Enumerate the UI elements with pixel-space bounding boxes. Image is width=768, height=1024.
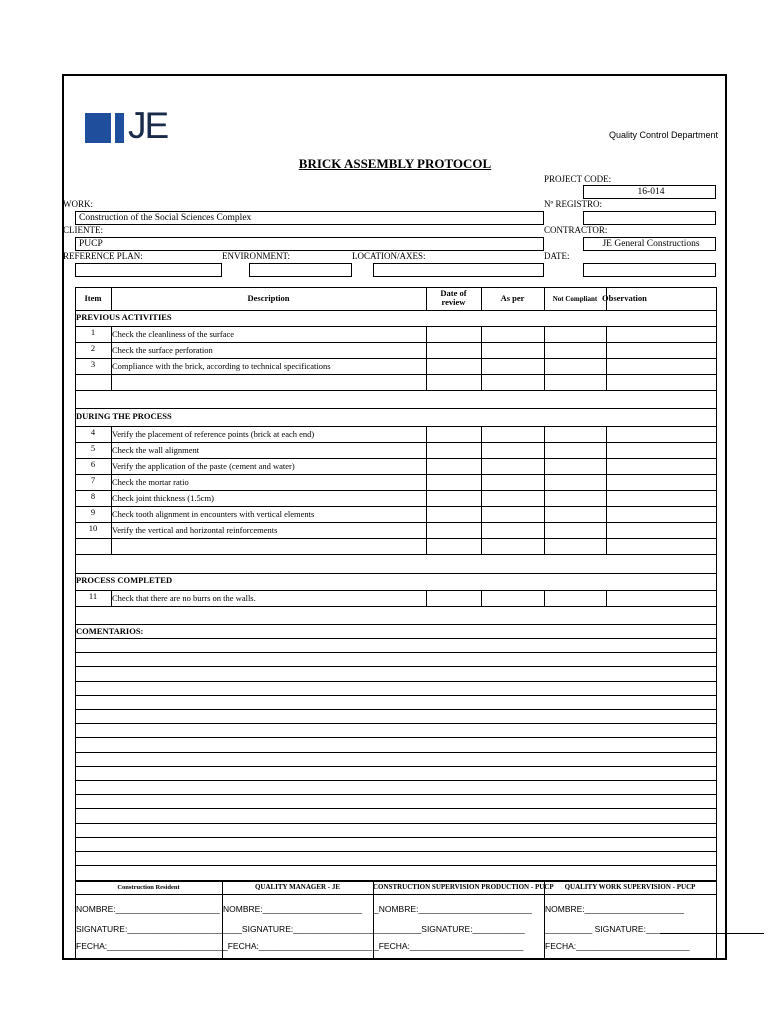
nombre-field[interactable]: _NOMBRE:________________________ — [374, 904, 532, 914]
signature-rule — [660, 933, 764, 934]
contractor-label: CONTRACTOR: — [544, 225, 608, 235]
header-observation: Observation — [602, 293, 647, 303]
table-rule — [111, 374, 112, 390]
table-rule — [716, 358, 717, 374]
row-description: Verify the application of the paste (cement and water) — [112, 461, 295, 471]
logo-bar — [115, 113, 124, 143]
department-label: Quality Control Department — [608, 130, 718, 140]
table-rule — [75, 390, 716, 391]
date-of-review-cell[interactable] — [426, 506, 481, 522]
table-rule — [481, 538, 482, 554]
table-rule — [426, 374, 427, 390]
signatory-title: QUALITY MANAGER - JE — [254, 883, 341, 891]
table-rule — [75, 624, 716, 625]
row-description: Check the surface perforation — [112, 345, 213, 355]
as-per-cell[interactable] — [481, 458, 544, 474]
row-item-number: 4 — [90, 427, 96, 437]
row-description: Compliance with the brick, according to technical specifications — [112, 361, 331, 371]
cliente-label: CLIENTE: — [63, 225, 103, 235]
date-label: DATE: — [544, 251, 570, 261]
table-rule — [716, 374, 717, 390]
observation-cell[interactable] — [606, 442, 716, 458]
header-not-compliant: Not Compliant — [552, 295, 598, 303]
environment-field[interactable] — [249, 263, 352, 277]
row-description: Check that there are no burrs on the walls. — [112, 593, 256, 603]
row-description: Verify the vertical and horizontal reinforcements — [112, 525, 278, 535]
signature-field[interactable]: __________SIGNATURE:___________ — [374, 924, 525, 934]
location-label: LOCATION/AXES: — [352, 251, 426, 261]
observation-cell[interactable] — [606, 342, 716, 358]
date-of-review-cell[interactable] — [426, 522, 481, 538]
table-rule — [716, 624, 717, 880]
observation-cell[interactable] — [606, 506, 716, 522]
date-of-review-cell[interactable] — [426, 442, 481, 458]
date-of-review-cell[interactable] — [426, 590, 481, 606]
date-of-review-cell[interactable] — [426, 458, 481, 474]
header-description: Description — [247, 293, 290, 303]
fecha-field[interactable]: FECHA:________________________ — [545, 941, 690, 951]
table-rule — [75, 538, 716, 539]
company-logo-text: JE — [128, 105, 168, 146]
row-item-number: 5 — [90, 443, 96, 453]
date-of-review-cell[interactable] — [426, 342, 481, 358]
table-rule — [716, 326, 717, 342]
not-compliant-cell[interactable] — [544, 458, 606, 474]
signature-rule — [716, 880, 717, 958]
registro-label: Nº REGISTRO: — [544, 199, 603, 209]
table-rule — [716, 342, 717, 358]
table-rule — [606, 374, 607, 390]
nombre-field[interactable]: NOMBRE:______________________ — [76, 904, 220, 914]
as-per-cell[interactable] — [481, 490, 544, 506]
row-item-number: 7 — [90, 475, 96, 485]
observation-cell[interactable] — [606, 474, 716, 490]
table-rule — [75, 554, 716, 555]
date-of-review-cell[interactable] — [426, 490, 481, 506]
not-compliant-cell[interactable] — [544, 358, 606, 374]
signature-field[interactable]: __________ SIGNATURE:____________ — [545, 924, 703, 934]
reference-plan-label: REFERENCE PLAN: — [63, 251, 143, 261]
as-per-cell[interactable] — [481, 474, 544, 490]
row-item-number: 10 — [88, 523, 98, 533]
observation-cell[interactable] — [606, 458, 716, 474]
observation-cell[interactable] — [606, 426, 716, 442]
header-as-per: As per — [500, 293, 525, 303]
not-compliant-cell[interactable] — [544, 474, 606, 490]
not-compliant-cell[interactable] — [544, 442, 606, 458]
header-date-of-review-2: review — [441, 297, 466, 307]
table-rule — [75, 638, 716, 639]
comments-label: COMENTARIOS: — [76, 626, 144, 636]
contractor-field[interactable]: JE General Constructions — [583, 237, 716, 251]
row-description: Check joint thickness (1.5cm) — [112, 493, 214, 503]
table-rule — [481, 374, 482, 390]
header-date-of-review: Date of — [440, 288, 467, 298]
signatory-title: QUALITY WORK SUPERVISION - PUCP — [564, 883, 696, 891]
project-code-field[interactable]: 16-014 — [583, 185, 716, 199]
comments-area[interactable] — [76, 640, 715, 868]
table-rule — [716, 442, 717, 458]
not-compliant-cell[interactable] — [544, 342, 606, 358]
project-code-label: PROJECT CODE: — [544, 174, 612, 184]
date-of-review-cell[interactable] — [426, 426, 481, 442]
table-rule — [426, 538, 427, 554]
table-rule — [544, 374, 545, 390]
fecha-field[interactable]: _FECHA:________________________ — [223, 941, 373, 951]
table-rule — [544, 538, 545, 554]
as-per-cell[interactable] — [481, 506, 544, 522]
date-of-review-cell[interactable] — [426, 358, 481, 374]
observation-cell[interactable] — [606, 490, 716, 506]
table-rule — [716, 506, 717, 522]
as-per-cell[interactable] — [481, 426, 544, 442]
table-rule — [716, 522, 717, 538]
as-per-cell[interactable] — [481, 342, 544, 358]
observation-cell[interactable] — [606, 326, 716, 342]
not-compliant-cell[interactable] — [544, 590, 606, 606]
row-item-number: 1 — [90, 327, 96, 337]
date-of-review-cell[interactable] — [426, 326, 481, 342]
page-title: BRICK ASSEMBLY PROTOCOL — [298, 156, 492, 171]
table-rule — [716, 426, 717, 442]
nombre-field[interactable]: NOMBRE:_____________________ — [223, 904, 362, 914]
nombre-field[interactable]: NOMBRE:_____________________ — [545, 904, 684, 914]
table-rule — [75, 374, 76, 390]
observation-cell[interactable] — [606, 358, 716, 374]
section-title: PREVIOUS ACTIVITIES — [76, 312, 172, 322]
signatory-title: CONSTRUCTION SUPERVISION PRODUCTION - PUCP — [373, 883, 554, 891]
table-rule — [606, 538, 607, 554]
table-rule — [716, 458, 717, 474]
table-rule — [716, 474, 717, 490]
observation-cell[interactable] — [606, 590, 716, 606]
fecha-field[interactable]: _FECHA:________________________ — [374, 941, 524, 951]
environment-label: ENVIRONMENT: — [222, 251, 291, 261]
row-item-number: 2 — [90, 343, 96, 353]
row-item-number: 6 — [90, 459, 96, 469]
logo-square — [85, 113, 111, 143]
row-item-number: 3 — [90, 359, 96, 369]
table-rule — [716, 538, 717, 554]
section-title: DURING THE PROCESS — [76, 411, 172, 421]
table-rule — [75, 606, 716, 607]
not-compliant-cell[interactable] — [544, 490, 606, 506]
row-description: Check the wall alignment — [112, 445, 200, 455]
header-item: Item — [84, 293, 102, 303]
table-rule — [75, 310, 716, 311]
not-compliant-cell[interactable] — [544, 426, 606, 442]
table-rule — [111, 538, 112, 554]
location-field[interactable] — [373, 263, 544, 277]
date-of-review-cell[interactable] — [426, 474, 481, 490]
date-field[interactable] — [583, 263, 716, 277]
cliente-field[interactable]: PUCP — [75, 237, 544, 251]
table-rule — [716, 590, 717, 606]
work-label: WORK: — [63, 199, 93, 209]
table-rule — [75, 287, 716, 288]
table-rule — [716, 490, 717, 506]
as-per-cell[interactable] — [481, 590, 544, 606]
section-title: PROCESS COMPLETED — [76, 575, 173, 585]
signature-rule — [75, 894, 716, 895]
row-description: Check the mortar ratio — [112, 477, 189, 487]
observation-cell[interactable] — [606, 522, 716, 538]
row-item-number: 8 — [90, 491, 96, 501]
not-compliant-cell[interactable] — [544, 506, 606, 522]
row-description: Check the cleanliness of the surface — [112, 329, 235, 339]
registro-field[interactable] — [583, 211, 716, 225]
as-per-cell[interactable] — [481, 522, 544, 538]
not-compliant-cell[interactable] — [544, 522, 606, 538]
work-field[interactable]: Construction of the Social Sciences Complex — [75, 211, 544, 225]
table-rule — [75, 573, 716, 574]
as-per-cell[interactable] — [481, 442, 544, 458]
row-item-number: 11 — [88, 591, 98, 601]
fecha-field[interactable]: FECHA:_________________________ — [76, 941, 226, 951]
row-description: Check tooth alignment in encounters with vertical elements — [112, 509, 315, 519]
table-rule — [716, 287, 717, 310]
table-rule — [75, 408, 716, 409]
signature-field[interactable]: ____SIGNATURE:_________________ — [223, 924, 374, 934]
signatory-title: Construction Resident — [117, 884, 180, 891]
table-rule — [75, 538, 76, 554]
reference-plan-field[interactable] — [75, 263, 222, 277]
signature-field[interactable]: SIGNATURE:____________________ — [76, 924, 222, 934]
as-per-cell[interactable] — [481, 358, 544, 374]
row-description: Verify the placement of reference points (brick at each end) — [112, 429, 315, 439]
not-compliant-cell[interactable] — [544, 326, 606, 342]
as-per-cell[interactable] — [481, 326, 544, 342]
table-rule — [75, 374, 716, 375]
row-item-number: 9 — [90, 507, 96, 517]
